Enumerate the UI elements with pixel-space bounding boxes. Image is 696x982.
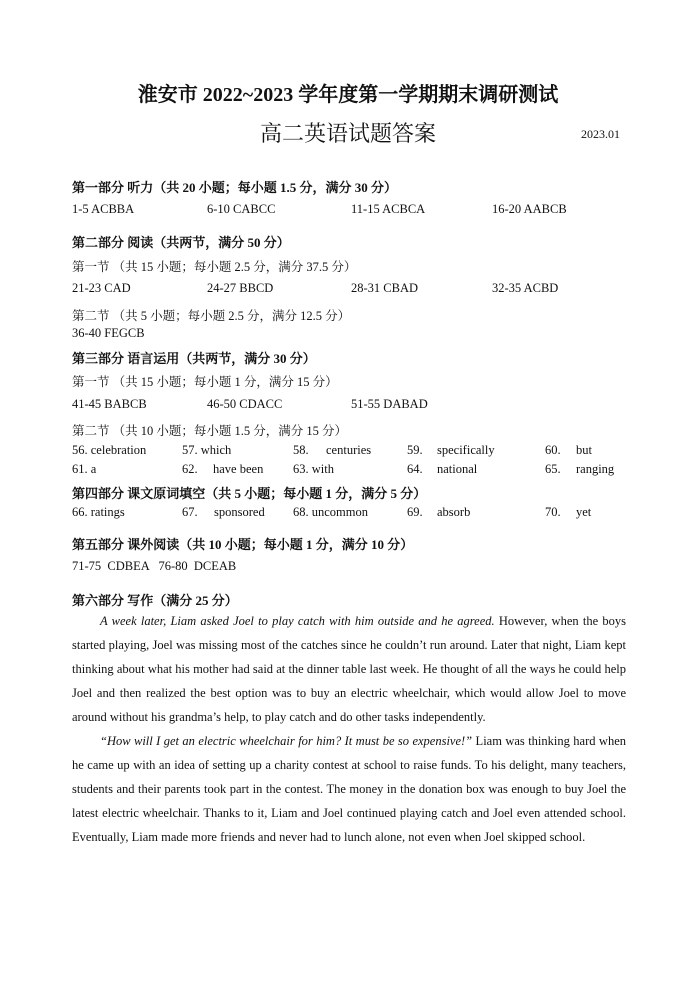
answer-number: 63. with	[293, 462, 334, 476]
answer-number: 66. ratings	[72, 505, 125, 519]
answer-word: have been	[213, 462, 264, 476]
essay-text: However, when the boys started playing, Joel was missing most of the catches since he couldn’t run around. Later that night, Liam kept thinking about what his mother had said at the dinner table last week. He thought of all the ways he could help Joel and then realized the best option was to buy an electric wheelchair, which would allow Joel to move around without his grandma’s help, to play catch and do other tasks independently.	[72, 614, 626, 724]
answer-number: 56. celebration	[72, 443, 147, 457]
document-date: 2023.01	[581, 127, 620, 141]
answer-group: 28-31 CBAD	[351, 281, 419, 295]
answer-word: yet	[576, 505, 592, 519]
essay-opening-sentence: A week later, Liam asked Joel to play catch with him outside and he agreed.	[100, 614, 495, 628]
answer-number: 64.	[407, 462, 423, 476]
answer-word: specifically	[437, 443, 495, 457]
essay-text: Liam was thinking hard when he came up with an idea of setting up a charity contest at school to raise funds. To his delight, many teachers, students and their parents took part in the contest. The money in the donation box was enough to buy Joel the latest electric wheelchair. Thanks to it, Liam and Joel continued playing catch and Joel even attended school. Eventually, Liam made more friends and never had to lunch alone, not even when Joel skipped school.	[72, 734, 626, 844]
answer-group: 1-5 ACBBA	[72, 202, 135, 216]
part2-section1-heading: 第一节 （共 15 小题；每小题 2.5 分，满分 37.5 分）	[72, 260, 357, 274]
answer-word: national	[437, 462, 478, 476]
answer-group: 21-23 CAD	[72, 281, 131, 295]
answer-group: 32-35 ACBD	[492, 281, 559, 295]
answer-group: 11-15 ACBCA	[351, 202, 426, 216]
answer-group: 71-75 CDBEA 76-80 DCEAB	[72, 559, 237, 573]
answer-number: 65.	[545, 462, 561, 476]
answer-number: 70.	[545, 505, 561, 519]
answer-word: sponsored	[214, 505, 265, 519]
document-title: 淮安市 2022~2023 学年度第一学期期末调研测试	[137, 84, 559, 106]
part5-heading: 第五部分 课外阅读（共 10 小题；每小题 1 分，满分 10 分）	[72, 537, 414, 552]
essay-paragraph	[72, 729, 626, 849]
part2-section2-heading: 第二节 （共 5 小题；每小题 2.5 分，满分 12.5 分）	[72, 309, 351, 323]
answer-group: 46-50 CDACC	[207, 397, 283, 411]
answer-number: 69.	[407, 505, 423, 519]
answer-word: ranging	[576, 462, 615, 476]
answer-number: 57. which	[182, 443, 232, 457]
essay-paragraph	[72, 609, 626, 729]
answer-word: centuries	[326, 443, 372, 457]
part4-heading: 第四部分 课文原词填空（共 5 小题；每小题 1 分，满分 5 分）	[72, 486, 427, 501]
answer-number: 61. a	[72, 462, 97, 476]
answer-word: but	[576, 443, 592, 457]
part6-heading: 第六部分 写作（满分 25 分）	[72, 593, 238, 608]
answer-number: 60.	[545, 443, 561, 457]
part3-section2-heading: 第二节 （共 10 小题；每小题 1.5 分，满分 15 分）	[72, 424, 348, 438]
answer-number: 67.	[182, 505, 198, 519]
answer-number: 59.	[407, 443, 423, 457]
document-subtitle: 高二英语试题答案	[259, 121, 436, 146]
answer-group: 36-40 FEGCB	[72, 326, 145, 340]
essay-opening-sentence: “How will I get an electric wheelchair for him? It must be so expensive!”	[100, 734, 473, 748]
answer-group: 51-55 DABAD	[351, 397, 428, 411]
part2-heading: 第二部分 阅读（共两节，满分 50 分）	[72, 235, 290, 250]
answer-group: 16-20 AABCB	[492, 202, 567, 216]
answer-word: absorb	[437, 505, 471, 519]
part3-section1-heading: 第一节 （共 15 小题；每小题 1 分，满分 15 分）	[72, 375, 338, 389]
part3-heading: 第三部分 语言运用（共两节，满分 30 分）	[72, 351, 316, 366]
answer-group: 41-45 BABCB	[72, 397, 147, 411]
answer-group: 6-10 CABCC	[207, 202, 276, 216]
answer-group: 24-27 BBCD	[207, 281, 274, 295]
answer-number: 62.	[182, 462, 198, 476]
answer-number: 58.	[293, 443, 309, 457]
answer-number: 68. uncommon	[293, 505, 368, 519]
part1-heading: 第一部分 听力（共 20 小题；每小题 1.5 分，满分 30 分）	[72, 180, 398, 195]
